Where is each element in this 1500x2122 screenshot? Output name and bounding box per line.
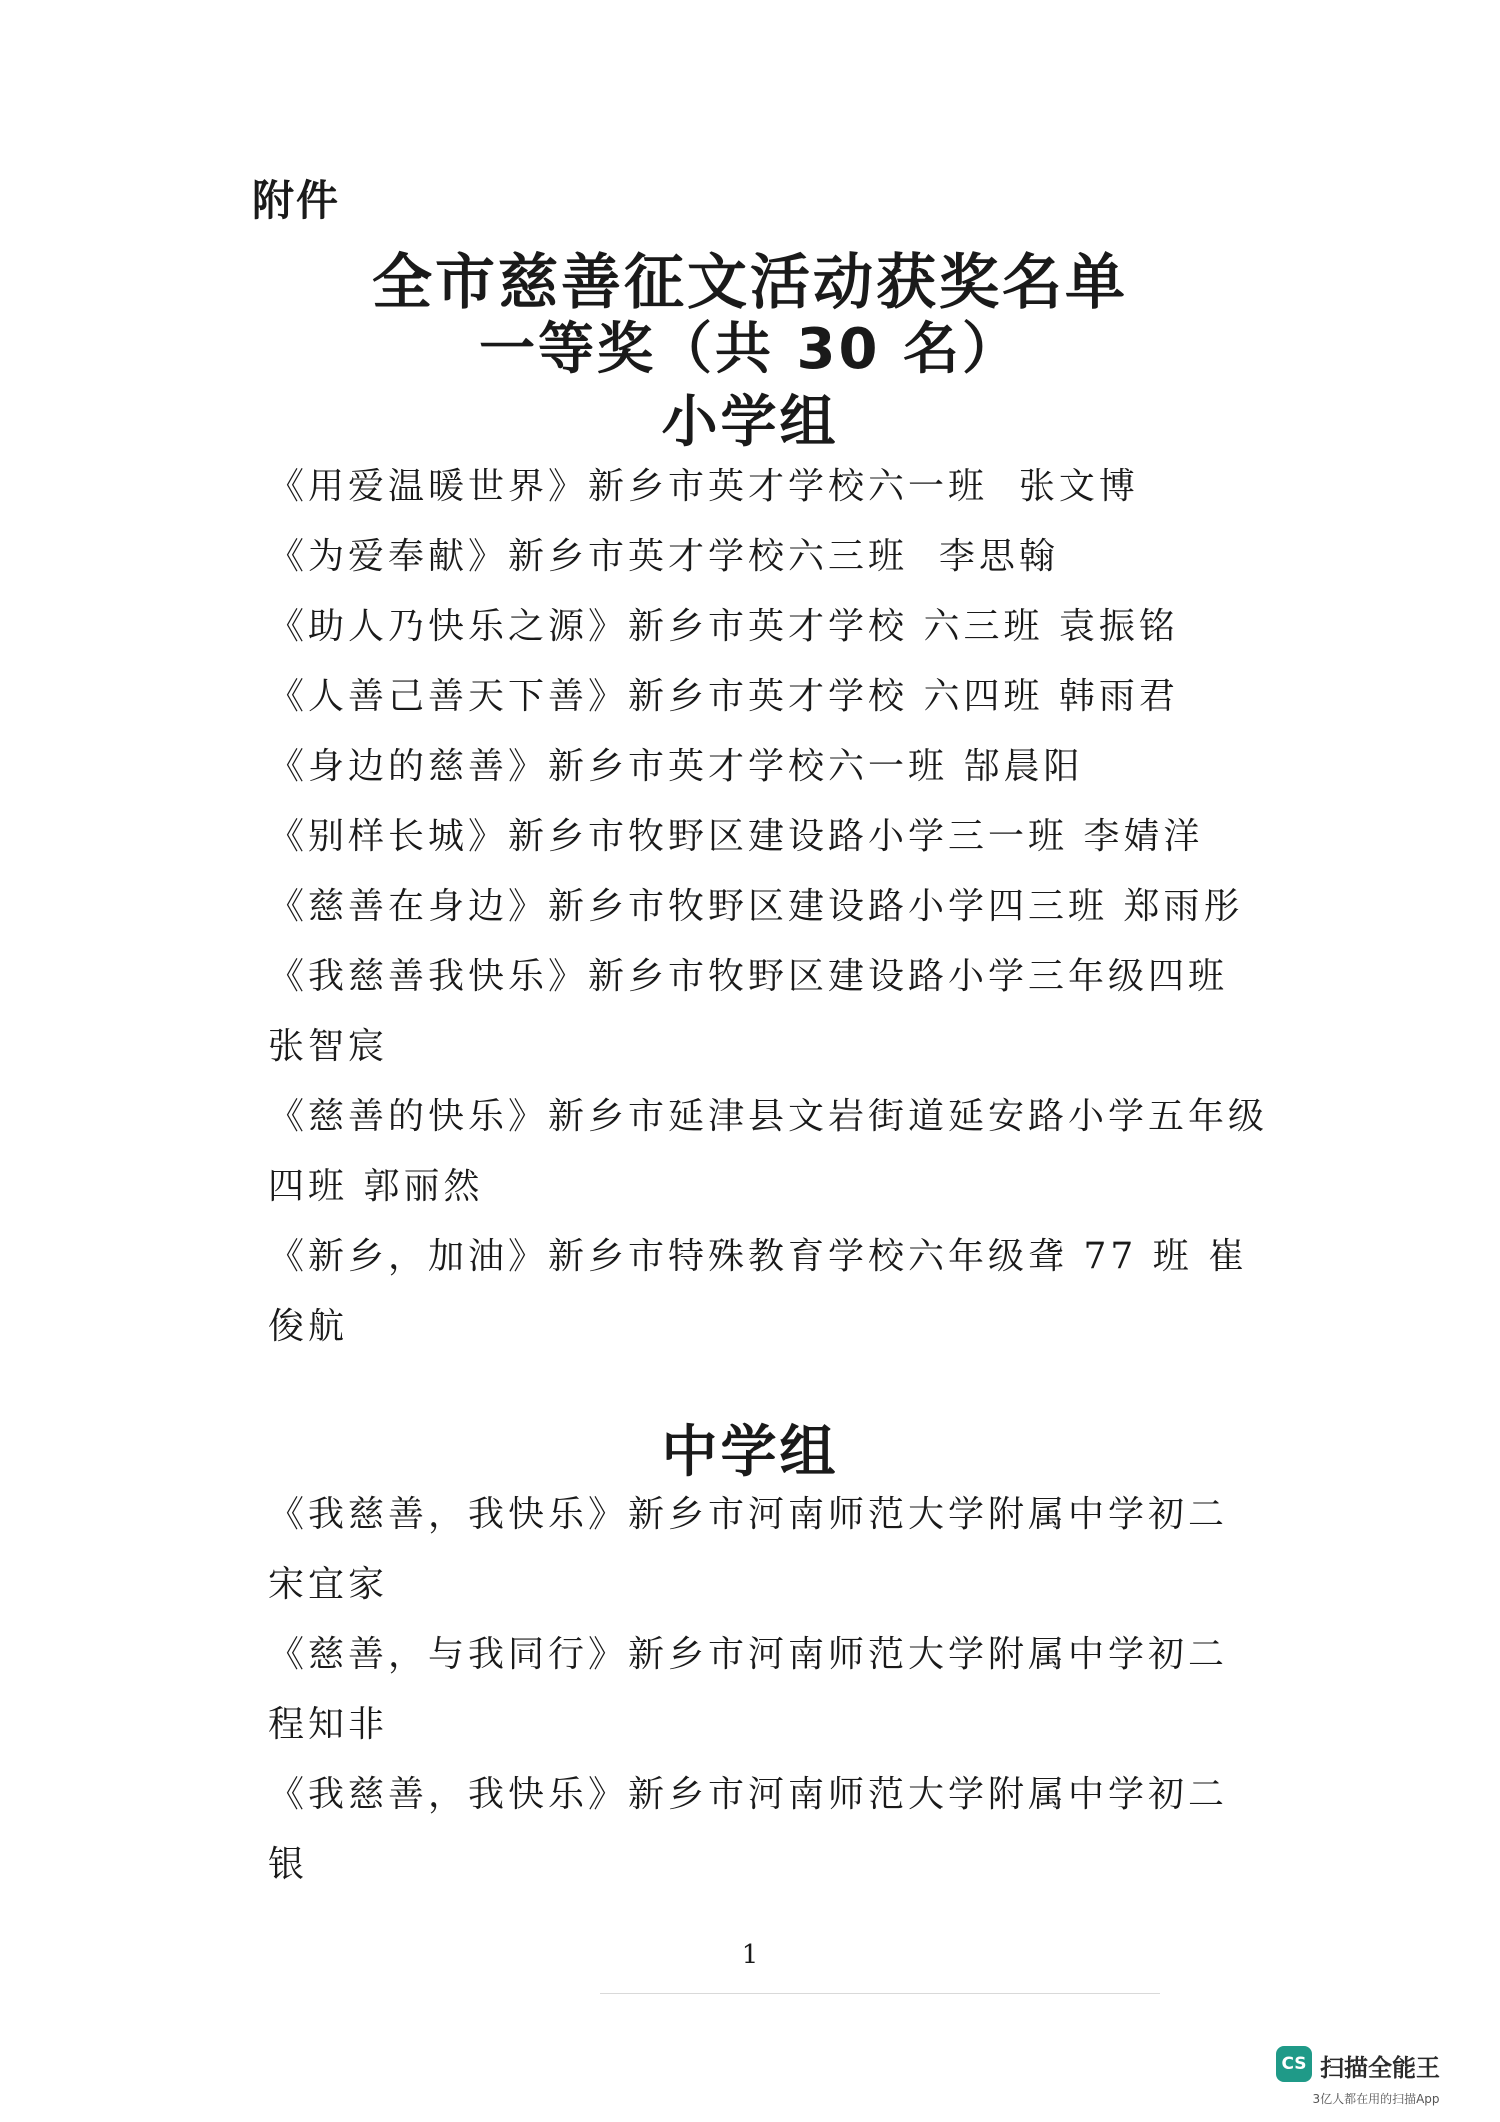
scanner-app-name: 扫描全能王 [1320, 2054, 1440, 2082]
scan-divider [600, 1993, 1160, 1994]
primary-group-heading: 小学组 [661, 390, 839, 455]
middle-group-list [268, 1480, 1278, 1900]
list-item: 《别样长城》新乡市牧野区建设路小学三一班 李婧洋 [268, 816, 1204, 857]
middle-group-heading: 中学组 [661, 1420, 839, 1485]
list-item: 《人善己善天下善》新乡市英才学校 六四班 韩雨君 [268, 676, 1179, 717]
list-item: 《用爱温暖世界》新乡市英才学校六一班 张文博 [268, 466, 1139, 507]
prize-heading: 一等奖（共 30 名） [479, 317, 1021, 382]
list-item: 《我慈善我快乐》新乡市牧野区建设路小学三年级四班 张智宸 [268, 956, 1259, 1067]
list-item: 《慈善，与我同行》新乡市河南师范大学附属中学初二 程知非 [268, 1634, 1259, 1745]
scanner-logo-icon: CS [1276, 2046, 1312, 2082]
scanner-slogan: 3亿人都在用的扫描App [1312, 2092, 1440, 2106]
document-title: 全市慈善征文活动获奖名单 [372, 248, 1128, 318]
list-item: 《为爱奉献》新乡市英才学校六三班 李思翰 [268, 536, 1059, 577]
list-item: 《身边的慈善》新乡市英才学校六一班 郜晨阳 [268, 746, 1084, 787]
primary-group-list [268, 452, 1278, 1362]
list-item: 《新乡，加油》新乡市特殊教育学校六年级聋 77 班 崔俊航 [268, 1236, 1249, 1347]
list-item: 《我慈善，我快乐》新乡市河南师范大学附属中学初二 银 [268, 1774, 1244, 1885]
list-item: 《慈善在身边》新乡市牧野区建设路小学四三班 郑雨彤 [268, 886, 1244, 927]
attachment-label: 附件 [252, 176, 341, 225]
page-number: 1 [741, 1940, 759, 1970]
list-item: 《助人乃快乐之源》新乡市英才学校 六三班 袁振铭 [268, 606, 1179, 647]
list-item: 《我慈善，我快乐》新乡市河南师范大学附属中学初二 宋宜家 [268, 1494, 1244, 1605]
scanner-watermark [1276, 2046, 1476, 2108]
list-item: 《慈善的快乐》新乡市延津县文岩街道延安路小学五年级四班 郭丽然 [268, 1096, 1269, 1207]
